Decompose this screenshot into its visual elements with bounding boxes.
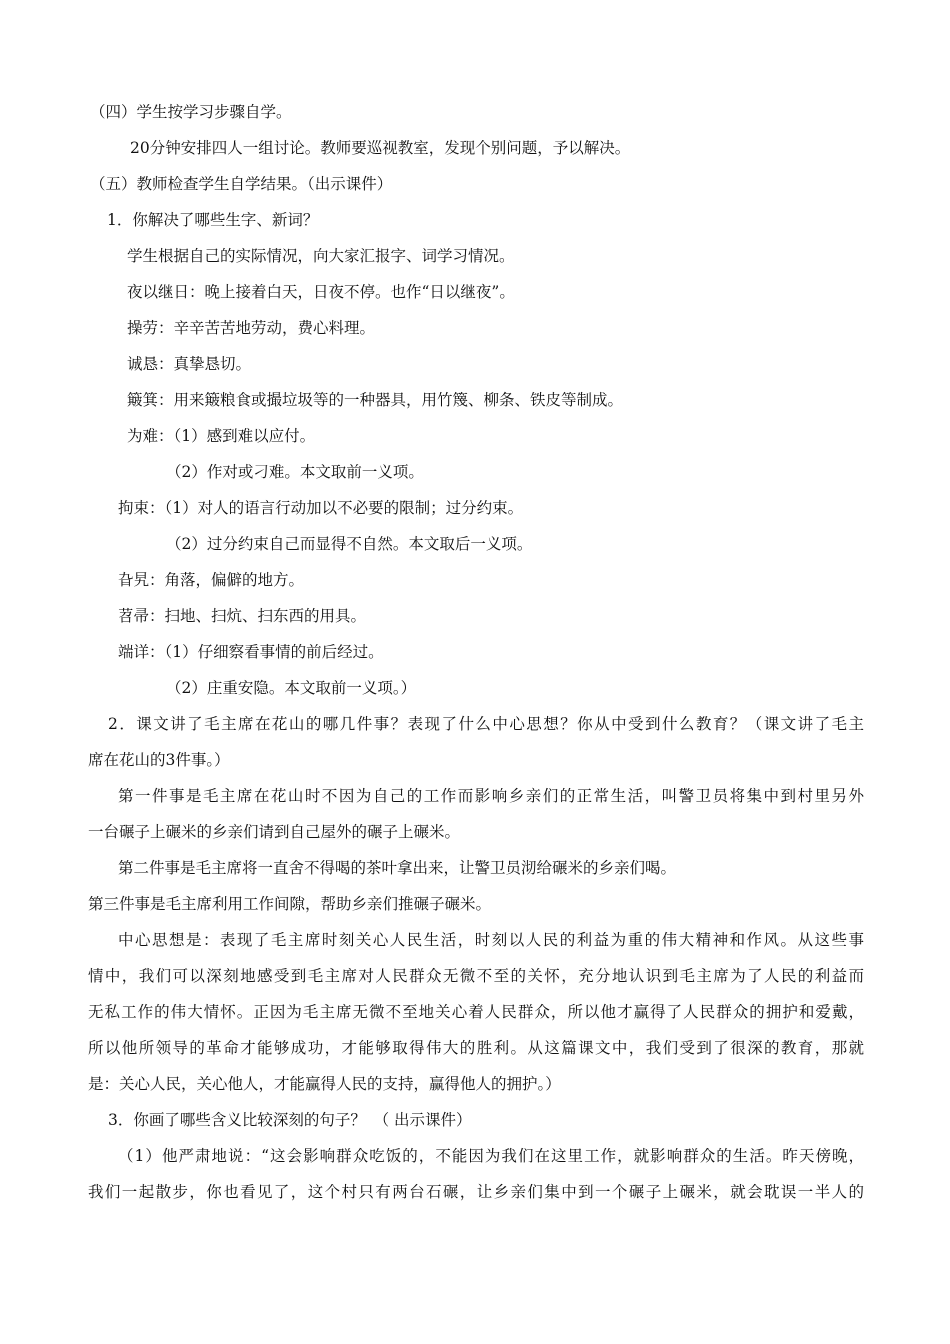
paragraph-line: 所以他所领导的革命才能够成功，才能够取得伟大的胜利。从这篇课文中，我们受到了很深的教育，那就 — [88, 1039, 864, 1057]
vocab-entry-sense: （2）作对或刁难。本文取前一义项。 — [166, 463, 424, 481]
vocab-entry: 苕帚：扫地、扫炕、扫东西的用具。 — [118, 607, 367, 625]
question-1: 1．你解决了哪些生字、新词？ — [107, 211, 319, 229]
paragraph-line: 无私工作的伟大情怀。正因为毛主席无微不至地关心着人民群众，所以他才赢得了人民群众的拥护和爱戴， — [88, 1003, 864, 1021]
section-heading-4: （四）学生按学习步骤自学。 — [90, 103, 292, 121]
quoted-sentence: （1）他严肃地说：“这会影响群众吃饭的，不能因为我们在这里工作，就影响群众的生活。昨天傍晚， — [118, 1147, 864, 1165]
vocab-entry: 簸箕：用来簸粮食或撮垃圾等的一种器具，用竹篾、柳条、铁皮等制成。 — [127, 391, 624, 409]
paragraph-line: 学生根据自己的实际情况，向大家汇报字、词学习情况。 — [127, 247, 515, 265]
vocab-entry: 诚恳：真挚恳切。 — [127, 355, 252, 373]
paragraph-line: 第二件事是毛主席将一直舍不得喝的茶叶拿出来，让警卫员沏给碾米的乡亲们喝。 — [118, 859, 677, 877]
vocab-entry: 端详：（1）仔细察看事情的前后经过。 — [118, 643, 384, 661]
section-heading-5: （五）教师检查学生自学结果。（出示课件） — [90, 175, 393, 193]
paragraph-line: 席在花山的3件事。） — [88, 751, 230, 769]
paragraph-line: 20分钟安排四人一组讨论。教师要巡视教室，发现个别问题，予以解决。 — [130, 139, 631, 157]
paragraph-line: 第一件事是毛主席在花山时不因为自己的工作而影响乡亲们的正常生活，叫警卫员将集中到村里另外 — [118, 787, 864, 805]
vocab-entry-sense: （2）庄重安隐。本文取前一义项。） — [166, 679, 417, 697]
question-3: 3．你画了哪些含义比较深刻的句子？ （ 出示课件） — [108, 1111, 472, 1129]
vocab-entry: 拘束：（1）对人的语言行动加以不必要的限制；过分约束。 — [118, 499, 524, 517]
vocab-entry-sense: （2）过分约束自己而显得不自然。本文取后一义项。 — [166, 535, 533, 553]
question-2: 2．课文讲了毛主席在花山的哪几件事？表现了什么中心思想？你从中受到什么教育？（课文讲了毛主 — [108, 715, 864, 733]
quoted-sentence: 我们一起散步，你也看见了，这个村只有两台石碾，让乡亲们集中到一个碾子上碾米，就会耽误一半人的 — [88, 1183, 864, 1201]
vocab-entry: 操劳：辛辛苦苦地劳动，费心料理。 — [127, 319, 376, 337]
paragraph-line: 一台碾子上碾米的乡亲们请到自己屋外的碾子上碾米。 — [88, 823, 461, 841]
vocab-entry: 旮旯：角落，偏僻的地方。 — [118, 571, 305, 589]
paragraph-line: 是：关心人民，关心他人，才能赢得人民的支持，赢得他人的拥护。） — [88, 1075, 561, 1093]
vocab-entry: 为难：（1）感到难以应付。 — [127, 427, 316, 445]
paragraph-line: 第三件事是毛主席利用工作间隙，帮助乡亲们推碾子碾米。 — [88, 895, 492, 913]
paragraph-line: 中心思想是：表现了毛主席时刻关心人民生活，时刻以人民的利益为重的伟大精神和作风。从这些事 — [118, 931, 864, 949]
vocab-entry: 夜以继日：晚上接着白天，日夜不停。也作“日以继夜”。 — [127, 283, 515, 301]
paragraph-line: 情中，我们可以深刻地感受到毛主席对人民群众无微不至的关怀，充分地认识到毛主席为了人民的利益而 — [88, 967, 864, 985]
